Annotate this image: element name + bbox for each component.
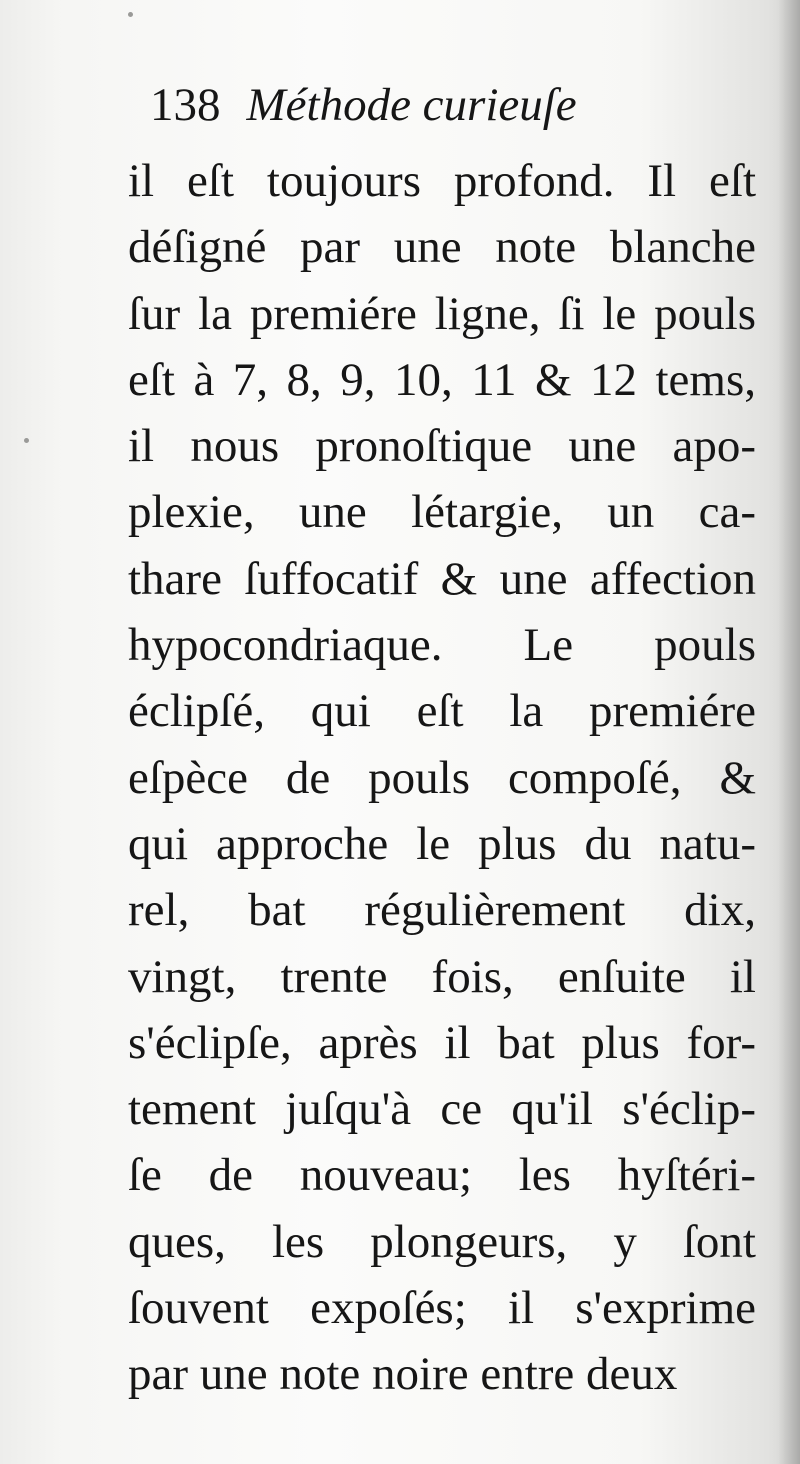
body-text	[128, 148, 756, 1408]
text-line: ques, les plongeurs, y ſont	[128, 1215, 756, 1268]
text-line: eſt à 7, 8, 9, 10, 11 & 12 tems,	[128, 353, 756, 406]
text-line: qui approche le plus du natu-	[128, 817, 756, 870]
paper-speck	[24, 438, 29, 443]
text-line: vingt, trente fois, enſuite il	[128, 950, 756, 1003]
text-line: il nous pronoſtique une apo-	[128, 420, 756, 473]
paper-speck	[128, 12, 133, 17]
text-line: ſouvent expoſés; il s'exprime	[128, 1282, 756, 1335]
page-edge-shadow	[778, 0, 800, 1464]
text-line: hypocondriaque. Le pouls	[128, 619, 756, 672]
text-line: thare ſuffocatif & une affection	[128, 552, 756, 605]
text-line: s'éclipſe, après il bat plus for-	[128, 1016, 756, 1069]
text-line: ſur la premiére ligne, ſi le pouls	[128, 287, 756, 340]
text-line: par une note noire entre deux	[128, 1348, 678, 1401]
running-head	[150, 70, 750, 140]
running-head-title: Méthode curieuſe	[246, 79, 577, 131]
text-line: plexie, une létargie, un ca-	[128, 486, 756, 539]
text-line: rel, bat régulièrement dix,	[128, 884, 756, 937]
text-line: ſe de nouveau; les hyſtéri-	[128, 1149, 756, 1202]
page-number: 138	[150, 79, 221, 131]
text-line: éclipſé, qui eſt la premiére	[128, 685, 756, 738]
text-line: tement juſqu'à ce qu'il s'éclip-	[128, 1083, 756, 1136]
text-line: eſpèce de pouls compoſé, &	[128, 751, 756, 804]
text-line: il eſt toujours profond. Il eſt	[128, 155, 756, 207]
text-line: déſigné par une note blanche	[128, 221, 756, 274]
